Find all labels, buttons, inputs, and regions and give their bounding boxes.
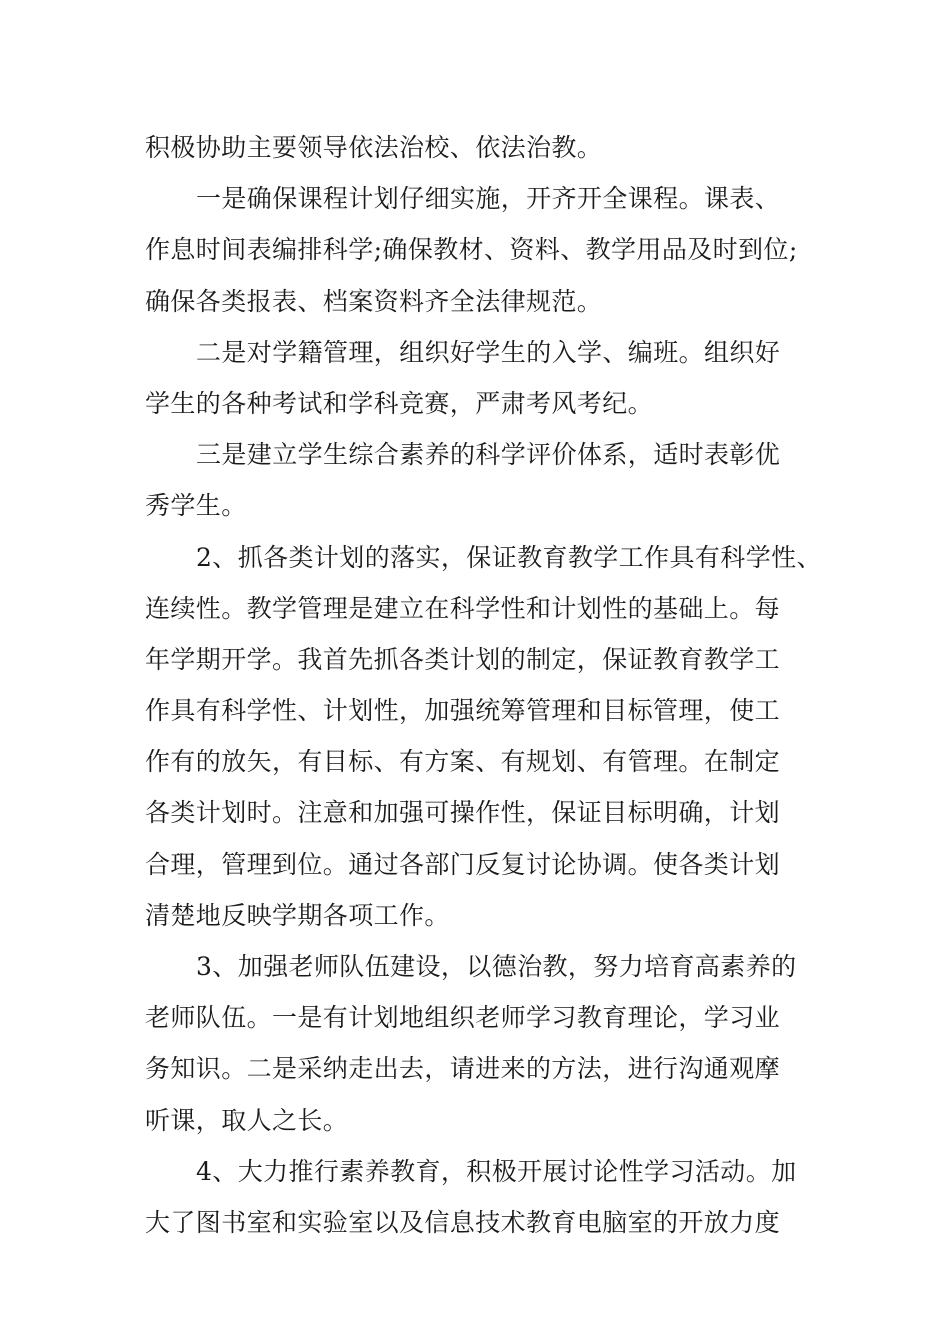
- text-line: 务知识。二是采纳走出去，请进来的方法，进行沟通观摩: [145, 1054, 781, 1084]
- paragraph-first-line: 4、大力推行素养教育，积极开展讨论性学习活动。加: [196, 1156, 797, 1186]
- paragraph-first-line: 2、抓各类计划的落实，保证教育教学工作具有科学性、: [196, 542, 822, 572]
- paragraph-first-line: 二是对学籍管理，组织好学生的入学、编班。组织好: [196, 337, 781, 367]
- text-line: 作息时间表编排科学;确保教材、资料、教学用品及时到位;: [145, 235, 798, 265]
- text-line: 合理，管理到位。通过各部门反复讨论协调。使各类计划: [145, 849, 781, 879]
- paragraph-first-line: 三是建立学生综合素养的科学评价体系，适时表彰优: [196, 440, 781, 470]
- text-line: 大了图书室和实验室以及信息技术教育电脑室的开放力度: [145, 1207, 781, 1237]
- text-line: 学生的各种考试和学科竞赛，严肃考风考纪。: [145, 388, 654, 418]
- text-line: 清楚地反映学期各项工作。: [145, 900, 450, 930]
- text-line: 确保各类报表、档案资料齐全法律规范。: [145, 286, 603, 316]
- text-line: 连续性。教学管理是建立在科学性和计划性的基础上。每: [145, 593, 781, 623]
- text-line: 积极协助主要领导依法治校、依法治教。: [145, 133, 603, 162]
- text-line: 秀学生。: [145, 491, 247, 521]
- text-line: 各类计划时。注意和加强可操作性，保证目标明确，计划: [145, 798, 781, 828]
- text-line: 年学期开学。我首先抓各类计划的制定，保证教育教学工: [145, 644, 781, 674]
- text-line: 听课，取人之长。: [145, 1105, 349, 1135]
- text-line: 老师队伍。一是有计划地组织老师学习教育理论，学习业: [145, 1003, 781, 1033]
- paragraph-first-line: 3、加强老师队伍建设，以德治教，努力培育高素养的: [196, 952, 797, 981]
- paragraph-first-line: 一是确保课程计划仔细实施，开齐开全课程。课表、: [196, 184, 781, 214]
- text-line: 作有的放矢，有目标、有方案、有规划、有管理。在制定: [145, 747, 781, 777]
- text-line: 作具有科学性、计划性，加强统筹管理和目标管理，使工: [145, 696, 781, 726]
- body-text: [145, 122, 822, 1248]
